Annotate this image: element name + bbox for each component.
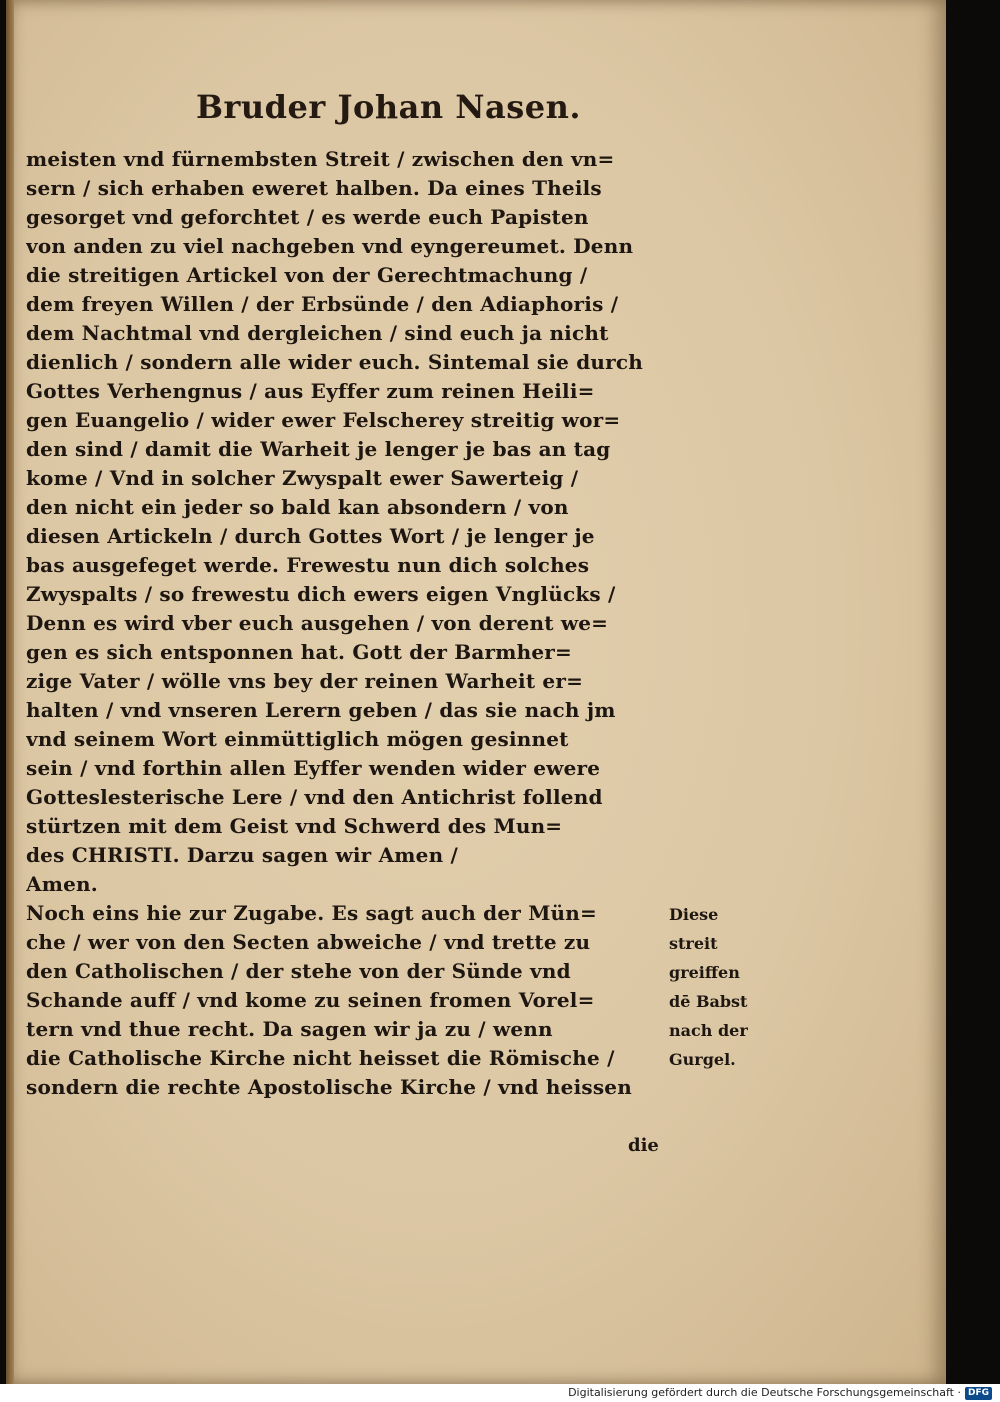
text-line: stürtzen mit dem Geist vnd Schwerd des Mun= [26,814,563,838]
text-line: bas ausgefeget werde. Frewestu nun dich solches [26,553,590,577]
text-line: gen Euangelio / wider ewer Felscherey streitig wor= [26,408,621,432]
margin-note [669,900,769,1074]
text-line: halten / vnd vnseren Lerern geben / das sie nach jm [26,698,616,722]
text-line: dem freyen Willen / der Erbsünde / den Adiaphoris / [26,292,619,316]
text-line: Amen. [26,872,98,896]
text-line: des CHRISTI. Darzu sagen wir Amen / [26,843,458,867]
footer-text: Digitalisierung gefördert durch die Deutsche Forschungsgemeinschaft · [568,1386,961,1399]
text-line: gesorget vnd geforchtet / es werde euch Papisten [26,205,589,229]
margin-note-line: nach der [669,1021,748,1040]
text-line: vnd seinem Wort einmüttiglich mögen gesinnet [26,727,569,751]
text-line: den sind / damit die Warheit je lenger je bas an tag [26,437,611,461]
margin-note-line: dē Babst [669,992,748,1011]
text-line: von anden zu viel nachgeben vnd eyngereumet. Denn [26,234,634,258]
text-line: Denn es wird vber euch ausgehen / von derent we= [26,611,609,635]
text-line: Gotteslesterische Lere / vnd den Antichrist follend [26,785,603,809]
text-line: die streitigen Artickel von der Gerechtmachung / [26,263,588,287]
text-line: meisten vnd fürnembsten Streit / zwischen den vn= [26,147,615,171]
text-line: dem Nachtmal vnd dergleichen / sind euch ja nicht [26,321,609,345]
margin-note-line: Diese [669,905,719,924]
text-line: Schande auff / vnd kome zu seinen fromen Vorel= [26,988,595,1012]
margin-note-line: greiffen [669,963,740,982]
text-line: Noch eins hie zur Zugabe. Es sagt auch der Mün= [26,901,597,925]
body-text [26,145,676,1102]
text-line: sondern die rechte Apostolische Kirche / vnd heissen [26,1075,632,1099]
text-line: dienlich / sondern alle wider euch. Sintemal sie durch [26,350,644,374]
dfg-logo: DFG [965,1387,992,1400]
text-line: den nicht ein jeder so bald kan absondern / von [26,495,569,519]
text-line: Gottes Verhengnus / aus Eyffer zum reinen Heili= [26,379,595,403]
text-line: gen es sich entsponnen hat. Gott der Barmher= [26,640,572,664]
margin-note-line: Gurgel. [669,1050,736,1069]
text-line: che / wer von den Secten abweiche / vnd trette zu [26,930,591,954]
running-header: Bruder Johan Nasen. [196,88,582,126]
footer-credit [568,1384,992,1402]
paper-page [6,0,946,1384]
text-line: die Catholische Kirche nicht heisset die Römische / [26,1046,615,1070]
margin-note-line: streit [669,934,718,953]
catchword: die [628,1135,659,1156]
text-line: sein / vnd forthin allen Eyffer wenden wider ewere [26,756,601,780]
text-line: tern vnd thue recht. Da sagen wir ja zu / wenn [26,1017,553,1041]
text-line: sern / sich erhaben eweret halben. Da eines Theils [26,176,602,200]
text-line: diesen Artickeln / durch Gottes Wort / je lenger je [26,524,595,548]
text-line: Zwyspalts / so frewestu dich ewers eigen Vnglücks / [26,582,616,606]
text-line: zige Vater / wölle vns bey der reinen Warheit er= [26,669,584,693]
text-line: den Catholischen / der stehe von der Sünde vnd [26,959,571,983]
text-line: kome / Vnd in solcher Zwyspalt ewer Sawerteig / [26,466,579,490]
page-spine-edge [6,0,14,1384]
